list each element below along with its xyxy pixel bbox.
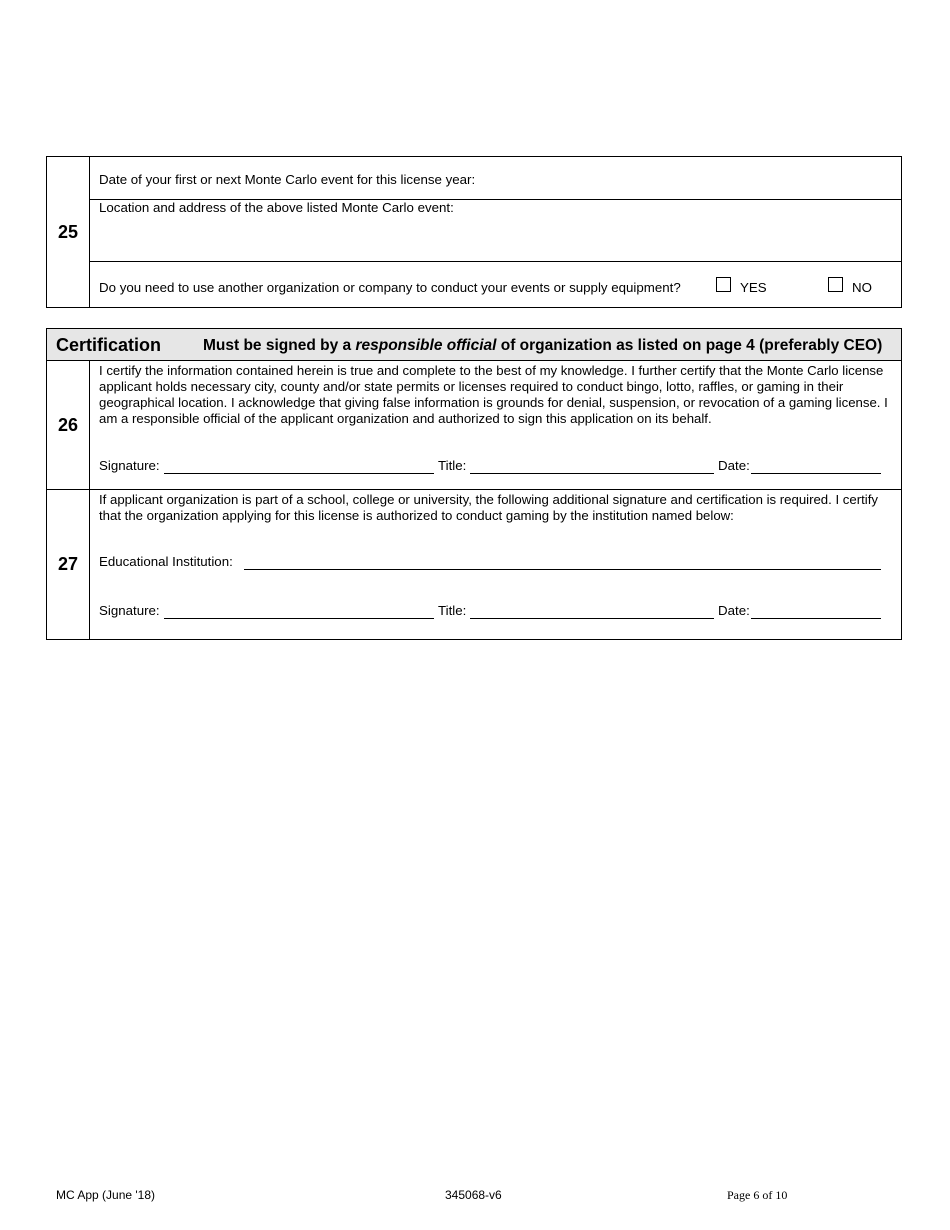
- no-label: NO: [852, 280, 872, 295]
- date-line-26[interactable]: [751, 473, 881, 474]
- no-checkbox[interactable]: [828, 277, 843, 292]
- institution-label: Educational Institution:: [99, 554, 233, 569]
- title-label-27: Title:: [438, 603, 467, 618]
- date-label-27: Date:: [718, 603, 750, 618]
- question-27-row: [47, 490, 901, 639]
- signature-label-26: Signature:: [99, 458, 160, 473]
- certification-statement-27: If applicant organization is part of a school, college or university, the following additional signature and certification is required. I certify that the organization applying for this license is authorized to conduct gaming by the institution named below:: [99, 492, 878, 523]
- event-location-label: Location and address of the above listed Monte Carlo event:: [99, 200, 454, 215]
- signature-line-26[interactable]: [164, 473, 434, 474]
- title-line-26[interactable]: [470, 473, 714, 474]
- certification-note: Must be signed by a responsible official of organization as listed on page 4 (preferably CEO): [203, 337, 883, 354]
- question-number-25: 25: [47, 157, 90, 307]
- certification-header: [47, 329, 901, 361]
- question-26-row: [47, 361, 901, 490]
- date-line-27[interactable]: [751, 618, 881, 619]
- footer-form-name: MC App (June '18): [56, 1188, 156, 1202]
- yes-checkbox[interactable]: [716, 277, 731, 292]
- signature-label-27: Signature:: [99, 603, 160, 618]
- footer-doc-id: 345068-v6: [445, 1188, 502, 1202]
- title-line-27[interactable]: [470, 618, 714, 619]
- event-location-row[interactable]: [90, 200, 901, 262]
- other-org-question: Do you need to use another organization or company to conduct your events or supply equipment?: [99, 280, 681, 295]
- event-date-row[interactable]: [90, 157, 901, 200]
- yes-label: YES: [740, 280, 767, 295]
- certification-title: Certification: [56, 335, 162, 355]
- title-label-26: Title:: [438, 458, 467, 473]
- question-number-27: 27: [47, 490, 90, 639]
- date-label-26: Date:: [718, 458, 750, 473]
- footer-page-number: Page 6 of 10: [727, 1188, 788, 1202]
- signature-line-27[interactable]: [164, 618, 434, 619]
- other-org-row: [90, 262, 901, 307]
- question-25-section: [46, 156, 902, 308]
- certification-section: [46, 328, 902, 640]
- certification-statement-26: I certify the information contained herein is true and complete to the best of my knowledge. I further certify that the Monte Carlo license applicant holds necessary city, county and/or state permits or licenses required to conduct bingo, lotto, raffles, or gaming in their geographical location. I acknowledge that giving false information is grounds for denial, suspension, or revocation of a gaming license. I am a responsible official of the applicant organization and authorized to sign this application on its behalf.: [99, 363, 888, 426]
- institution-line[interactable]: [244, 569, 881, 570]
- question-number-26: 26: [47, 361, 90, 489]
- event-date-label: Date of your first or next Monte Carlo event for this license year:: [99, 172, 476, 187]
